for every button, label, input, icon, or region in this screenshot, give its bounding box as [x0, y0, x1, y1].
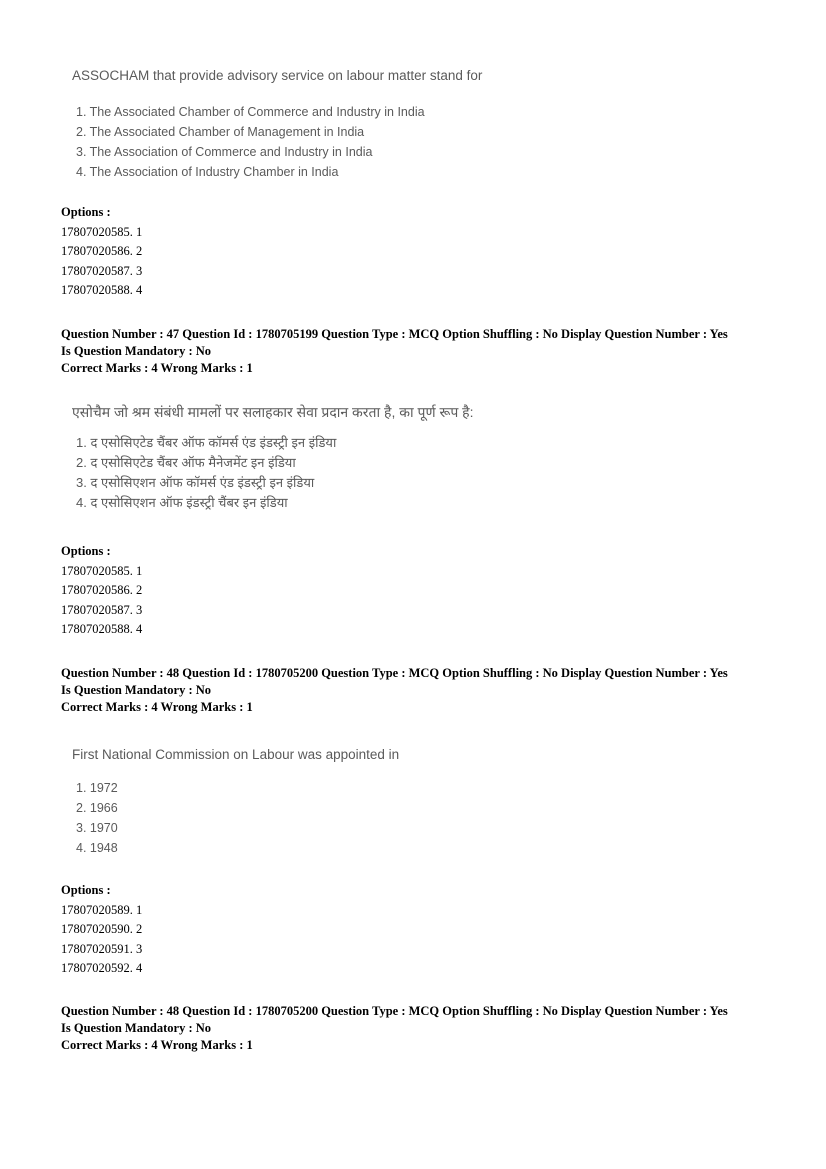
choice-item: 3. 1970	[76, 821, 118, 835]
options-label: Options :	[61, 544, 111, 558]
marks-line: Correct Marks : 4 Wrong Marks : 1	[61, 1038, 253, 1052]
option-item: 17807020585. 1	[61, 563, 143, 578]
choice-list	[72, 102, 482, 182]
choice-item: 4. 1948	[76, 841, 118, 855]
option-item: 17807020588. 4	[61, 622, 143, 636]
options-block	[61, 542, 142, 640]
question-meta-line: Question Number : 48 Question Id : 1780705200 Question Type : MCQ Option Shuffling : No Display Question Number : Yes	[61, 1004, 728, 1018]
question-text: ASSOCHAM that provide advisory service on labour matter stand for	[72, 68, 483, 83]
choice-item: 3. द एसोसिएशन ऑफ कॉमर्स एंड इंडस्ट्री इन इंडिया	[76, 475, 315, 490]
mandatory-line: Is Question Mandatory : No	[61, 1020, 212, 1035]
option-item: 17807020592. 4	[61, 961, 143, 975]
option-item: 17807020587. 3	[61, 602, 143, 617]
options-block	[61, 203, 142, 301]
question-meta	[61, 665, 781, 716]
option-item: 17807020590. 2	[61, 922, 143, 936]
choice-item: 1. 1972	[76, 781, 118, 795]
marks-line: Correct Marks : 4 Wrong Marks : 1	[61, 361, 253, 375]
question-meta-line: Question Number : 48 Question Id : 1780705200 Question Type : MCQ Option Shuffling : No Display Question Number : Yes	[61, 666, 728, 680]
question-text: एसोचैम जो श्रम संबंधी मामलों पर सलाहकार सेवा प्रदान करता है, का पूर्ण रूप है:	[72, 404, 474, 420]
option-item: 17807020588. 4	[61, 283, 143, 297]
question-meta-line: Question Number : 47 Question Id : 1780705199 Question Type : MCQ Option Shuffling : No Display Question Number : Yes	[61, 327, 728, 341]
question-image-labour-commission	[72, 747, 399, 858]
choice-list	[72, 433, 474, 513]
question-image-assocham-hindi	[72, 404, 474, 513]
options-label: Options :	[61, 205, 111, 219]
option-item: 17807020589. 1	[61, 902, 143, 917]
choice-item: 2. 1966	[76, 801, 118, 815]
question-meta	[61, 326, 781, 377]
option-item: 17807020585. 1	[61, 224, 143, 239]
mandatory-line: Is Question Mandatory : No	[61, 682, 212, 697]
options-block	[61, 881, 142, 979]
option-item: 17807020587. 3	[61, 263, 143, 278]
choice-item: 1. द एसोसिएटेड चैंबर ऑफ कॉमर्स एंड इंडस्ट्री इन इंडिया	[76, 435, 337, 450]
question-text: First National Commission on Labour was appointed in	[72, 747, 400, 762]
choice-item: 4. द एसोसिएशन ऑफ इंडस्ट्री चैंबर इन इंडिया	[76, 495, 288, 510]
choice-item: 2. द एसोसिएटेड चैंबर ऑफ मैनेजमेंट इन इंडिया	[76, 455, 296, 470]
question-meta	[61, 1003, 781, 1054]
option-item: 17807020591. 3	[61, 941, 143, 956]
choice-item: 3. The Association of Commerce and Industry in India	[76, 145, 373, 159]
marks-line: Correct Marks : 4 Wrong Marks : 1	[61, 700, 253, 714]
option-item: 17807020586. 2	[61, 244, 143, 258]
mandatory-line: Is Question Mandatory : No	[61, 343, 212, 358]
question-image-assocham-english	[72, 68, 482, 182]
choice-list	[72, 778, 399, 858]
option-item: 17807020586. 2	[61, 583, 143, 597]
choice-item: 2. The Associated Chamber of Management in India	[76, 125, 365, 139]
choice-item: 4. The Association of Industry Chamber in India	[76, 165, 339, 179]
choice-item: 1. The Associated Chamber of Commerce and Industry in India	[76, 105, 425, 119]
options-label: Options :	[61, 883, 111, 897]
